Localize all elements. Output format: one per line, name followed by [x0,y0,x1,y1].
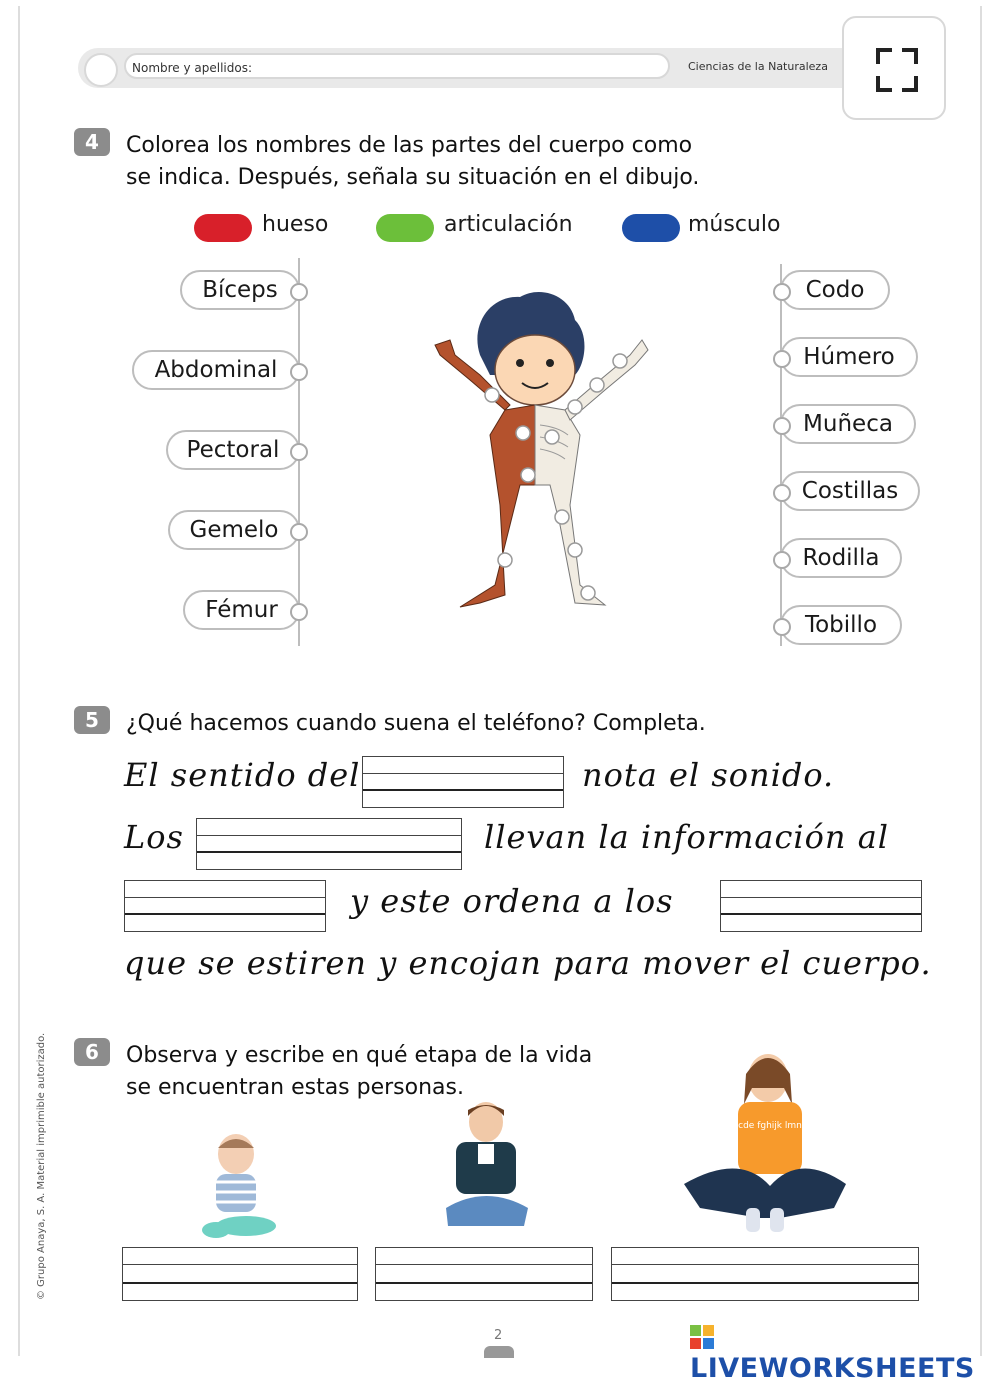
copyright-notice: © Grupo Anaya, S. A. Material imprimible autorizado. [36,1032,47,1300]
pill-pectoral[interactable]: Pectoral [166,430,300,470]
page-tab[interactable] [484,1346,514,1358]
legend-articulacion: articulación [444,212,573,237]
green-paint-swatch [376,214,434,242]
connector-dot-costillas[interactable] [773,484,791,502]
exercise-6-instruction-line-1: Observa y escribe en qué etapa de la vida [126,1043,593,1068]
exercise-4-instruction-line-2: se indica. Después, señala su situación en el dibujo. [126,165,700,190]
sentence-4: que se estiren y encojan para mover el cuerpo. [124,944,932,982]
sentence-2-start: Los [124,818,184,856]
pill-humero[interactable]: Húmero [780,337,918,377]
sentence-1-end: nota el sonido. [582,756,835,794]
answer-box-musculos[interactable] [720,880,922,932]
subject-label: Ciencias de la Naturaleza [688,60,828,73]
sentence-1-start: El sentido del [124,756,361,794]
connector-dot-muneca[interactable] [773,417,791,435]
connector-dot-codo[interactable] [773,283,791,301]
pill-femur[interactable]: Fémur [183,590,300,630]
connector-dot-pectoral[interactable] [290,443,308,461]
connector-dot-abdominal[interactable] [290,363,308,381]
connector-dot-biceps[interactable] [290,283,308,301]
liveworksheets-logo [690,1322,1000,1384]
header-bar [78,48,868,88]
exercise-4-number: 4 [74,128,110,156]
answer-box-cerebro[interactable] [124,880,326,932]
blue-paint-swatch [622,214,680,242]
exercise-6-instruction-line-2: se encuentran estas personas. [126,1075,464,1100]
red-paint-swatch [194,214,252,242]
connector-dot-tobillo[interactable] [773,618,791,636]
pill-tobillo[interactable]: Tobillo [780,605,902,645]
fullscreen-button[interactable] [842,16,946,120]
pill-codo[interactable]: Codo [780,270,890,310]
pill-costillas[interactable]: Costillas [780,471,920,511]
pill-rodilla[interactable]: Rodilla [780,538,902,578]
name-field[interactable]: Nombre y apellidos: [124,53,670,79]
legend-hueso: hueso [262,212,329,237]
legend-musculo: músculo [688,212,781,237]
pill-abdominal[interactable]: Abdominal [132,350,300,390]
pill-gemelo[interactable]: Gemelo [168,510,300,550]
sentence-2-end: llevan la información al [484,818,890,856]
boy-photo [436,1098,536,1238]
exercise-4-instruction-line-1: Colorea los nombres de las partes del cuerpo como [126,133,693,158]
pill-muneca[interactable]: Muñeca [780,404,916,444]
sentence-3: y este ordena a los [350,882,674,920]
answer-box-baby[interactable] [122,1247,358,1301]
shirt-text: abcde fghijk lmnop [726,1121,814,1131]
liveworksheets-logo-icon [690,1325,714,1349]
liveworksheets-text: LIVEWORKSHEETS [690,1353,975,1384]
connector-dot-rodilla[interactable] [773,551,791,569]
answer-box-girl[interactable] [611,1247,919,1301]
connector-dot-humero[interactable] [773,350,791,368]
exercise-5-question: ¿Qué hacemos cuando suena el teléfono? Completa. [126,711,706,736]
girl-photo [680,1048,850,1238]
exercise-6-number: 6 [74,1038,110,1066]
answer-box-sentido[interactable] [362,756,564,808]
pill-biceps[interactable]: Bíceps [180,270,300,310]
connector-dot-gemelo[interactable] [290,523,308,541]
connector-dot-femur[interactable] [290,603,308,621]
answer-box-boy[interactable] [375,1247,593,1301]
exercise-5-number: 5 [74,706,110,734]
header-dot [84,53,118,87]
body-illustration [410,285,660,615]
page-number: 2 [494,1328,503,1343]
right-connector-line [780,264,782,646]
answer-box-nervios[interactable] [196,818,462,870]
baby-photo [196,1130,286,1245]
